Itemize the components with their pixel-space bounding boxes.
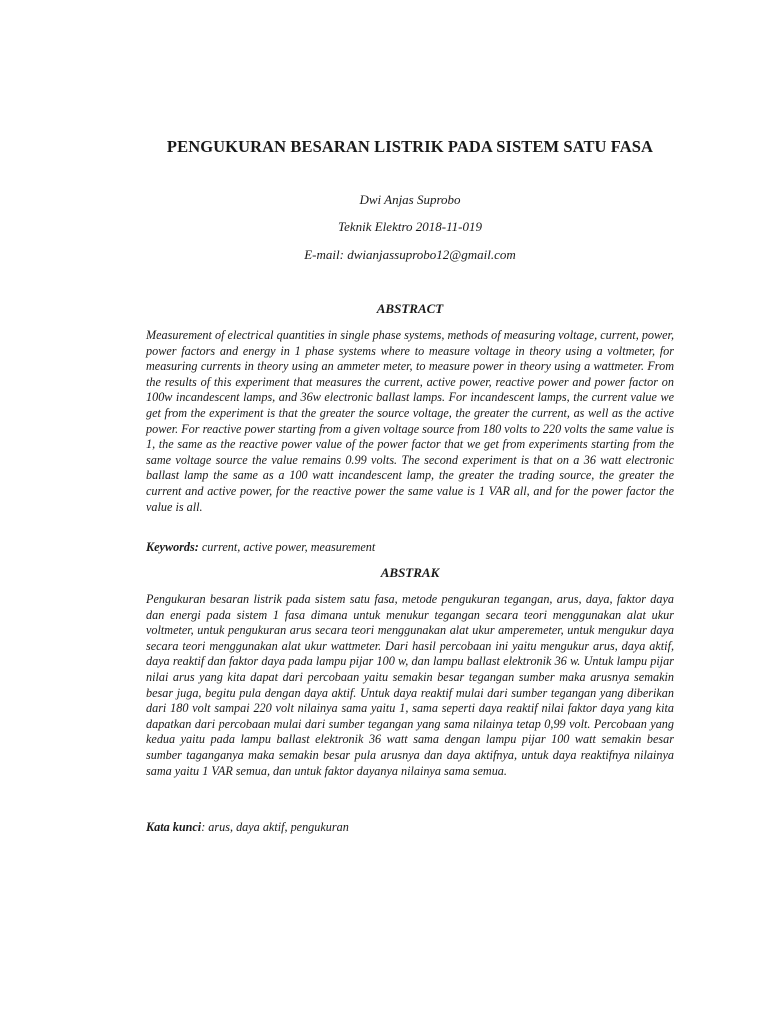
author-email: E-mail: dwianjassuprobo12@gmail.com xyxy=(304,247,516,262)
keywords-values: current, active power, measurement xyxy=(198,540,376,554)
kata-kunci-line xyxy=(146,820,674,836)
kata-kunci-label: Kata kunci xyxy=(146,820,202,834)
author-name: Dwi Anjas Suprobo xyxy=(359,192,461,207)
abstrak-heading: ABSTRAK xyxy=(380,565,440,580)
paper-title: PENGUKURAN BESARAN LISTRIK PADA SISTEM SATU FASA xyxy=(166,137,654,156)
abstract-heading: ABSTRACT xyxy=(376,301,444,316)
keywords-label: Keywords: xyxy=(146,540,199,554)
author-affiliation: Teknik Elektro 2018-11-019 xyxy=(338,219,482,234)
abstract-body: Measurement of electrical quantities in single phase systems, methods of measuring voltage, current, power, power factors and energy in 1 phase systems where to measure voltage in theory using a voltmeter, for measuring currents in theory using an ammeter meter, to measure power in theory using a wattmeter. From the results of this experiment that measures the current, active power, reactive power and power factor on 100w incandescent lamps, and 36w electronic ballast lamps. For incandescent lamps, the current value we get from the experiment is that the greater the source voltage, the greater the current, as well as the active power. For reactive power starting from a given voltage source from 180 volts to 220 volts the same value is 1, the same as the reactive power value of the power factor that we get from experiments starting from the same voltage source the value remains 0.99 volts. The second experiment is that on a 36 watt electronic ballast lamp the same as a 100 watt incandescent lamp, the greater the trading source, the greater the current and active power, for the reactive power the same value is 1 VAR all, and for the power factor the value is all. xyxy=(146,328,674,514)
kata-kunci-values: : arus, daya aktif, pengukuran xyxy=(201,820,349,834)
abstrak-body: Pengukuran besaran listrik pada sistem satu fasa, metode pengukuran tegangan, arus, daya, faktor daya dan energi pada sistem 1 fasa dimana untuk menukur tegangan secara teori menggunakan alat ukur voltmeter, untuk pengukuran arus secara teori menggunakan alat ukur amperemeter, untuk mengukur daya secara teori menggunakan alat ukur wattmeter. Dari hasil percobaan ini yaitu mengukur arus, daya aktif, daya reaktif dan faktor daya pada lampu pijar 100 w, dan lampu ballast elektronik 36 w. Untuk lampu pijar nilai arus yang kita dapat dari percobaan yaitu semakin besar tegangan sumber maka arusnya semakin besar juga, begitu pula dengan daya aktif. Untuk daya reaktif mulai dari sumber tegangan yang diberikan dari 180 volt sampai 220 volt nilainya sama yaitu 1, sama seperti daya reaktif nilai faktor daya yang kita dapatkan dari percobaan mulai dari sumber tegangan yang sama nilainya tetap 0,99 volt. Percobaan yang kedua yaitu pada lampu ballast elektronik 36 watt sama dengan lampu pijar 100 watt semakin besar sumber taganganya maka semakin besar pula arusnya dan daya aktifnya, untuk daya reaktifnya nilainya sama yaitu 1 VAR semua, dan untuk faktor dayanya nilainya sama semua. xyxy=(146,592,674,778)
keywords-line xyxy=(146,540,674,556)
